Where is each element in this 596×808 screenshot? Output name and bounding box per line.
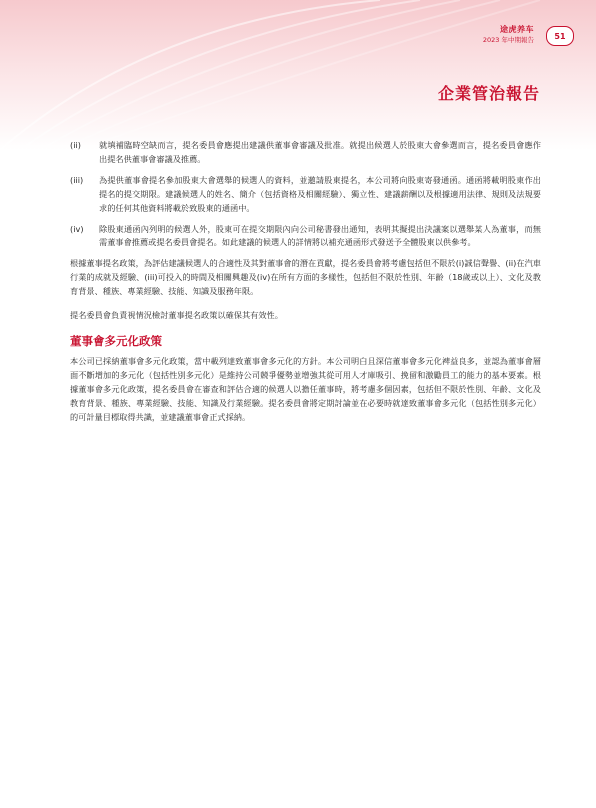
list-item (70, 223, 541, 251)
page-number-badge (546, 26, 574, 46)
report-body (70, 139, 541, 435)
list-item-text: 除股東通函內列明的候選人外，股東可在提交期限內向公司秘書發出通知，表明其擬提出決議案以選舉某人為董事，而無需董事會推薦或提名委員會提名。如此建議的候選人的詳情將以補充通函形式發送予全體股東以供參考。 (99, 223, 541, 248)
list-item-number: (iii) (70, 174, 84, 185)
list-item (70, 174, 541, 216)
nomination-policy-paragraph: 根據董事提名政策，為評估建議候選人的合適性及其對董事會的潛在貢獻，提名委員會將考慮包括但不限於(i)誠信聲譽、(ii)在汽車行業的成就及經驗、(iii)可投入的時間及相關興趣及(iv)在所有方面的多樣性，包括但不限於性別、年齡（18歲或以上）、文化及教育背景、種族、專業經驗、技能、知識及服務年限。 (70, 258, 541, 297)
section-title: 企業管治報告 (437, 84, 540, 103)
list-item-text: 為提供董事會提名參加股東大會選舉的候選人的資料，並邀請股東提名，本公司將向股東寄發通函。通函將載明股東作出提名的提交期限。建議候選人的姓名、簡介（包括資格及相關經驗）、獨立性、建議薪酬以及根據適用法律、規則及法規要求的任何其他資料將載於致股東的通函中。 (99, 174, 541, 213)
list-item (70, 139, 541, 167)
header-band (0, 0, 596, 150)
decorative-swoosh (0, 0, 596, 150)
report-name: 2023 年中期報告 (482, 36, 534, 44)
list-item-number: (ii) (70, 140, 81, 150)
list-item-text: 就填補臨時空缺而言，提名委員會應提出建議供董事會審議及批准。就提出候選人於股東大會參選而言，提名委員會應作出提名供董事會審議及推薦。 (99, 140, 541, 164)
diversity-paragraph: 本公司已採納董事會多元化政策，當中載列達致董事會多元化的方針。本公司明白且深信董事會多元化裨益良多，並認為董事會層面不斷增加的多元化（包括性別多元化）是維持公司競爭優勢並增強其從可用人才庫吸引、挽留和激勵員工的能力的基本要素。根據董事會多元化政策，提名委員會在審查和評估合適的候選人以擔任董事時，將考慮多個因素，包括但不限於性別、年齡、文化及教育背景、種族、專業經驗、技能、知識及行業經驗。提名委員會將定期討論並在必要時就達致董事會多元化（包括性別多元化）的可計量目標取得共識，並建議董事會正式採納。 (70, 355, 541, 422)
diversity-heading: 董事會多元化政策 (70, 333, 162, 348)
page-number: 51 (554, 31, 566, 41)
brand-name: 途虎养车 (500, 25, 534, 34)
list-item-number: (iv) (70, 223, 84, 234)
policy-review-paragraph: 提名委員會負責視情況檢討董事提名政策以確保其有效性。 (70, 310, 283, 321)
